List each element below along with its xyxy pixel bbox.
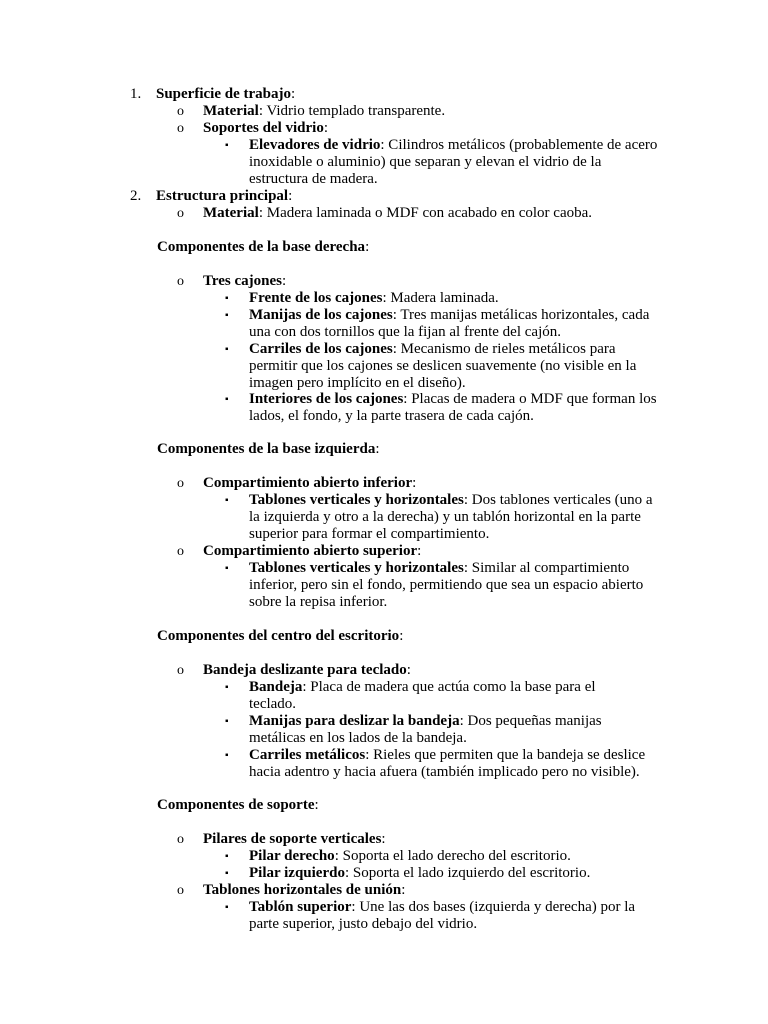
list-text: Compartimiento abierto superior: bbox=[203, 543, 422, 559]
list-number: 2. bbox=[130, 188, 142, 204]
list-text: Pilar izquierdo: Soporta el lado izquierdo del escritorio. bbox=[249, 865, 591, 881]
bullet-marker: o bbox=[177, 663, 184, 678]
list-text: Soportes del vidrio: bbox=[203, 120, 329, 136]
bullet-marker: ▪ bbox=[225, 750, 229, 761]
list-text: Elevadores de vidrio: Cilindros metálicos (probablemente de acero inoxidable o aluminio) que separan y elevan el vidrio de la estructura de madera. bbox=[249, 137, 658, 187]
list-text: Compartimiento abierto inferior: bbox=[203, 475, 417, 491]
list-text: Tablón superior: Une las dos bases (izquierda y derecha) por la parte superior, justo debajo del vidrio. bbox=[249, 899, 636, 932]
list-text: Pilares de soporte verticales: bbox=[203, 831, 386, 847]
bullet-marker: o bbox=[177, 104, 184, 119]
list-text: Manijas de los cajones: Tres manijas metálicas horizontales, cada una con dos tornillos que la fijan al frente del cajón. bbox=[249, 307, 650, 340]
list-text: Tablones verticales y horizontales: Similar al compartimiento inferior, pero sin el fondo, permitiendo que sea un espacio abierto sobre la repisa inferior. bbox=[249, 560, 644, 610]
bullet-marker: ▪ bbox=[225, 394, 229, 405]
bullet-marker: ▪ bbox=[225, 902, 229, 913]
bullet-marker: ▪ bbox=[225, 868, 229, 879]
bullet-marker: o bbox=[177, 206, 184, 221]
bullet-marker: ▪ bbox=[225, 344, 229, 355]
bullet-marker: o bbox=[177, 883, 184, 898]
section-heading-centro: Componentes del centro del escritorio: bbox=[157, 628, 404, 644]
section-heading-soporte: Componentes de soporte: bbox=[157, 797, 319, 813]
list-text: Bandeja deslizante para teclado: bbox=[203, 662, 411, 678]
list-text: Material: Vidrio templado transparente. bbox=[203, 103, 446, 119]
list-text: Carriles metálicos: Rieles que permiten que la bandeja se deslice hacia adentro y hacia afuera (también implicado pero no visible). bbox=[249, 747, 646, 780]
list-text: Tablones verticales y horizontales: Dos tablones verticales (uno a la izquierda y otro a la derecha) y un tablón horizontal en la parte superior para formar el compartimiento. bbox=[249, 492, 653, 542]
bullet-marker: ▪ bbox=[225, 495, 229, 506]
list-text: Carriles de los cajones: Mecanismo de rieles metálicos para permitir que los cajones se deslicen suavemente (no visible en la imagen pero implícito en el diseño). bbox=[249, 341, 637, 391]
section-heading-base-derecha: Componentes de la base derecha: bbox=[157, 239, 370, 255]
bullet-marker: o bbox=[177, 476, 184, 491]
bullet-marker: o bbox=[177, 544, 184, 559]
section-heading-base-izquierda: Componentes de la base izquierda: bbox=[157, 441, 380, 457]
bullet-marker: ▪ bbox=[225, 682, 229, 693]
bullet-marker: ▪ bbox=[225, 140, 229, 151]
bullet-marker: ▪ bbox=[225, 310, 229, 321]
list-text: Bandeja: Placa de madera que actúa como la base para el teclado. bbox=[249, 679, 596, 712]
list-number: 1. bbox=[130, 86, 142, 102]
list-text: Interiores de los cajones: Placas de madera o MDF que forman los lados, el fondo, y la parte trasera de cada cajón. bbox=[249, 391, 657, 424]
list-text: Tres cajones: bbox=[203, 273, 287, 289]
list-text: Frente de los cajones: Madera laminada. bbox=[249, 290, 499, 306]
bullet-marker: o bbox=[177, 832, 184, 847]
list-text: Tablones horizontales de unión: bbox=[203, 882, 406, 898]
list-text: Estructura principal: bbox=[156, 188, 293, 204]
bullet-marker: ▪ bbox=[225, 563, 229, 574]
bullet-marker: o bbox=[177, 121, 184, 136]
bullet-marker: o bbox=[177, 274, 184, 289]
list-text: Superficie de trabajo: bbox=[156, 86, 296, 102]
list-text: Material: Madera laminada o MDF con acabado en color caoba. bbox=[203, 205, 593, 221]
bullet-marker: ▪ bbox=[225, 716, 229, 727]
list-text: Manijas para deslizar la bandeja: Dos pequeñas manijas metálicas en los lados de la bandeja. bbox=[249, 713, 602, 746]
bullet-marker: ▪ bbox=[225, 851, 229, 862]
bullet-marker: ▪ bbox=[225, 293, 229, 304]
list-text: Pilar derecho: Soporta el lado derecho del escritorio. bbox=[249, 848, 571, 864]
